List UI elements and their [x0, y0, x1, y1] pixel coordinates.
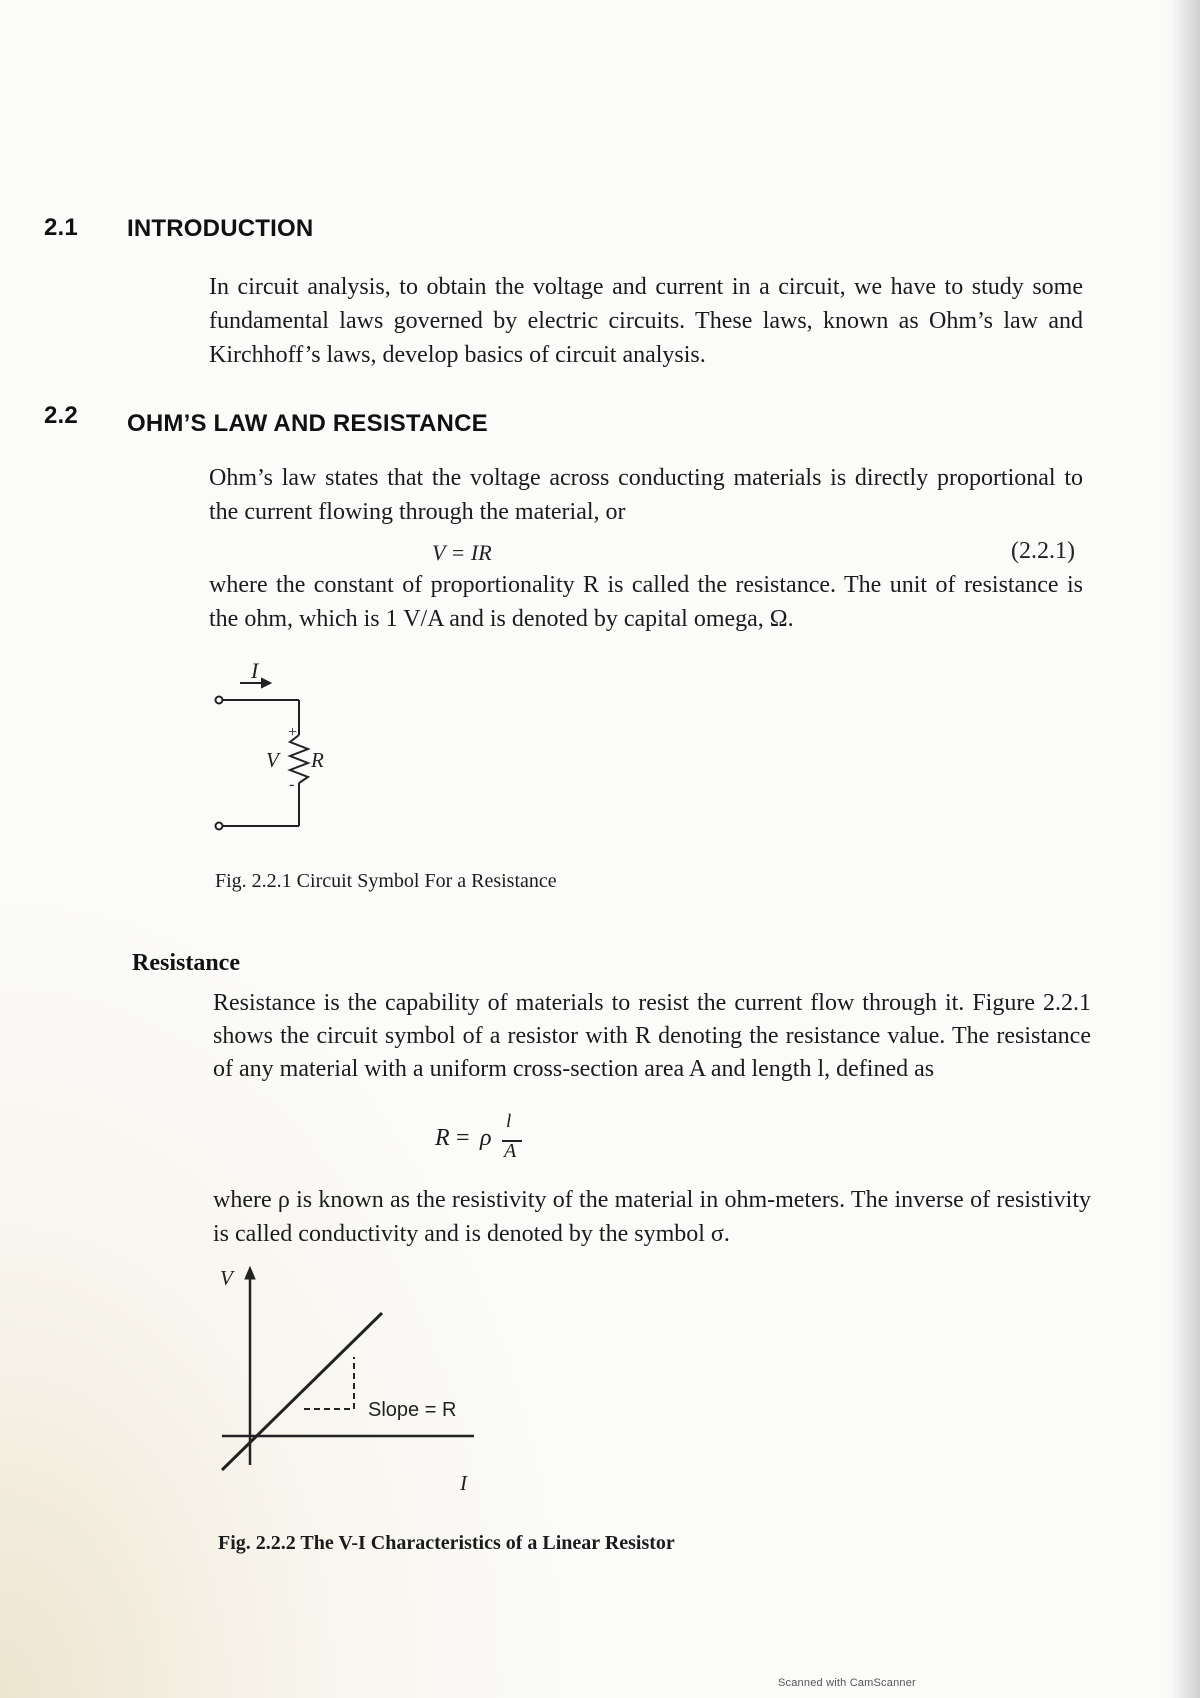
bottom-terminal [216, 823, 223, 830]
section-2-1-title: INTRODUCTION [127, 215, 314, 242]
section-2-2-paragraph-2: where the constant of proportionality R is called the resistance. The unit of resistance is the ohm, which is 1 V/A and is denoted by capital omega, Ω. [209, 572, 1083, 632]
resistor-circuit-figure [200, 655, 360, 835]
vi-characteristics-figure [212, 1265, 482, 1505]
formula-rho: ρ [480, 1125, 492, 1151]
vi-line [222, 1313, 382, 1470]
scanner-watermark: Scanned with CamScanner [778, 1677, 916, 1689]
figure-2-2-2-caption: Fig. 2.2.2 The V-I Characteristics of a Linear Resistor [218, 1532, 675, 1554]
resistor-label: R [311, 748, 324, 772]
formula-numerator: l [506, 1111, 512, 1132]
ohms-law-equation: V = IR [432, 540, 492, 565]
resistance-heading: Resistance [132, 950, 240, 976]
section-2-2-number: 2.2 [44, 402, 78, 429]
minus-label: - [289, 776, 295, 793]
section-2-1-number: 2.1 [44, 214, 78, 241]
formula-denominator: A [504, 1140, 517, 1162]
v-axis-label: V [220, 1266, 233, 1290]
current-label: I [251, 658, 259, 683]
formula-equals: = [456, 1125, 470, 1151]
slope-label: Slope = R [368, 1399, 457, 1421]
formula-r: R [435, 1125, 450, 1151]
y-axis-arrow [245, 1267, 255, 1279]
figure-2-2-1-caption: Fig. 2.2.1 Circuit Symbol For a Resistance [215, 870, 557, 892]
scan-edge-shadow [1172, 0, 1200, 1698]
top-terminal [216, 697, 223, 704]
section-2-1-paragraph: In circuit analysis, to obtain the voltage and current in a circuit, we have to study some fundamental laws governed by electric circuits. These laws, known as Ohm’s law and Kirchhoff’s laws, develop basics of circuit analysis. [209, 274, 1083, 368]
section-2-2-title: OHM’S LAW AND RESISTANCE [127, 410, 488, 437]
i-axis-label: I [460, 1471, 467, 1495]
section-2-2-paragraph-1: Ohm’s law states that the voltage across conducting materials is directly proportional to the current flowing through the material, or [209, 465, 1083, 525]
ohms-law-equation-number: (2.2.1) [1011, 538, 1075, 564]
resistance-paragraph-2: where ρ is known as the resistivity of the material in ohm-meters. The inverse of resistivity is called conductivity and is denoted by the symbol σ. [213, 1187, 1091, 1247]
voltage-label: V [266, 748, 279, 772]
current-arrow-head [262, 679, 270, 687]
resistance-formula [435, 1113, 525, 1169]
plus-label: + [288, 724, 298, 741]
resistance-paragraph-1: Resistance is the capability of materials to resist the current flow through it. Figure 2.2.1 shows the circuit symbol of a resistor with R denoting the resistance value. The resistance of any material with a uniform cross-section area A and length l, defined as [213, 990, 1091, 1082]
